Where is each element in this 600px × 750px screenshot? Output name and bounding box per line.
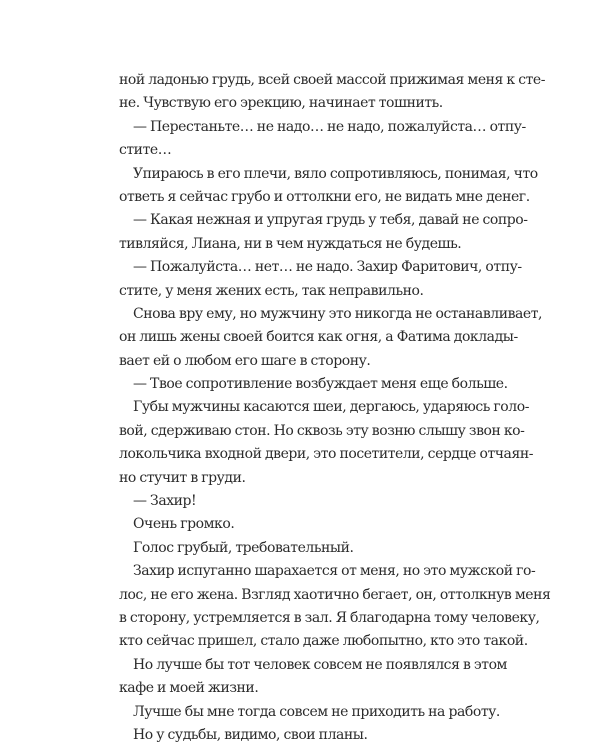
text-line: — Какая нежная и упругая грудь у тебя, давай не сопро- [133,212,528,229]
text-line: стите… [119,142,172,159]
text-line: он лишь жены своей боится как огня, а Фатима доклады- [119,329,518,346]
text-line: — Перестаньте… не надо… не надо, пожалуйста… отпу- [133,118,526,135]
text-line: — Пожалуйста… нет… не надо. Захир Фаритович, отпу- [133,259,522,276]
text-line: ответь я сейчас грубо и оттолкни его, не видать мне денег. [119,188,530,205]
body-text [119,69,551,747]
text-line: но стучит в груди. [119,469,246,486]
text-line: Но у судьбы, видимо, свои планы. [133,726,368,743]
text-line: в сторону, устремляется в зал. Я благодарна тому человеку, [119,609,540,626]
text-line: — Захир! [133,493,197,510]
text-line: не. Чувствую его эрекцию, начинает тошнить. [119,95,443,112]
text-line: Голос грубый, требовательный. [133,539,354,556]
text-line: Но лучше бы тот человек совсем не появлялся в этом [133,656,507,673]
text-line: Упираюсь в его плечи, вяло сопротивляюсь, понимая, что [133,165,538,182]
text-line: Захир испуганно шарахается от меня, но это мужской го- [133,563,536,580]
text-line: вой, сдерживаю стон. Но сквозь эту возню слышу звон ко- [119,422,525,439]
text-line: кто сейчас пришел, стало даже любопытно, кто это такой. [119,633,528,650]
text-line: — Твое сопротивление возбуждает меня еще больше. [133,376,508,393]
text-line: стите, у меня жених есть, так неправильно. [119,282,424,299]
text-line: локольчика входной двери, это посетители, сердце отчаян- [119,446,533,463]
text-line: Губы мужчины касаются шеи, дергаюсь, ударяюсь голо- [133,399,529,416]
text-line: тивляйся, Лиана, ни в чем нуждаться не будешь. [119,235,462,252]
text-line: ной ладонью грудь, всей своей массой прижимая меня к сте- [119,72,546,88]
text-line: Лучше бы мне тогда совсем не приходить на работу. [133,703,500,720]
text-line: кафе и моей жизни. [119,680,259,697]
text-line: Очень громко. [133,516,235,533]
text-line: вает ей о любом его шаге в сторону. [119,352,371,369]
text-line: Снова вру ему, но мужчину это никогда не останавливает, [133,305,543,322]
text-line: лос, не его жена. Взгляд хаотично бегает, он, оттолкнув меня [119,586,551,603]
